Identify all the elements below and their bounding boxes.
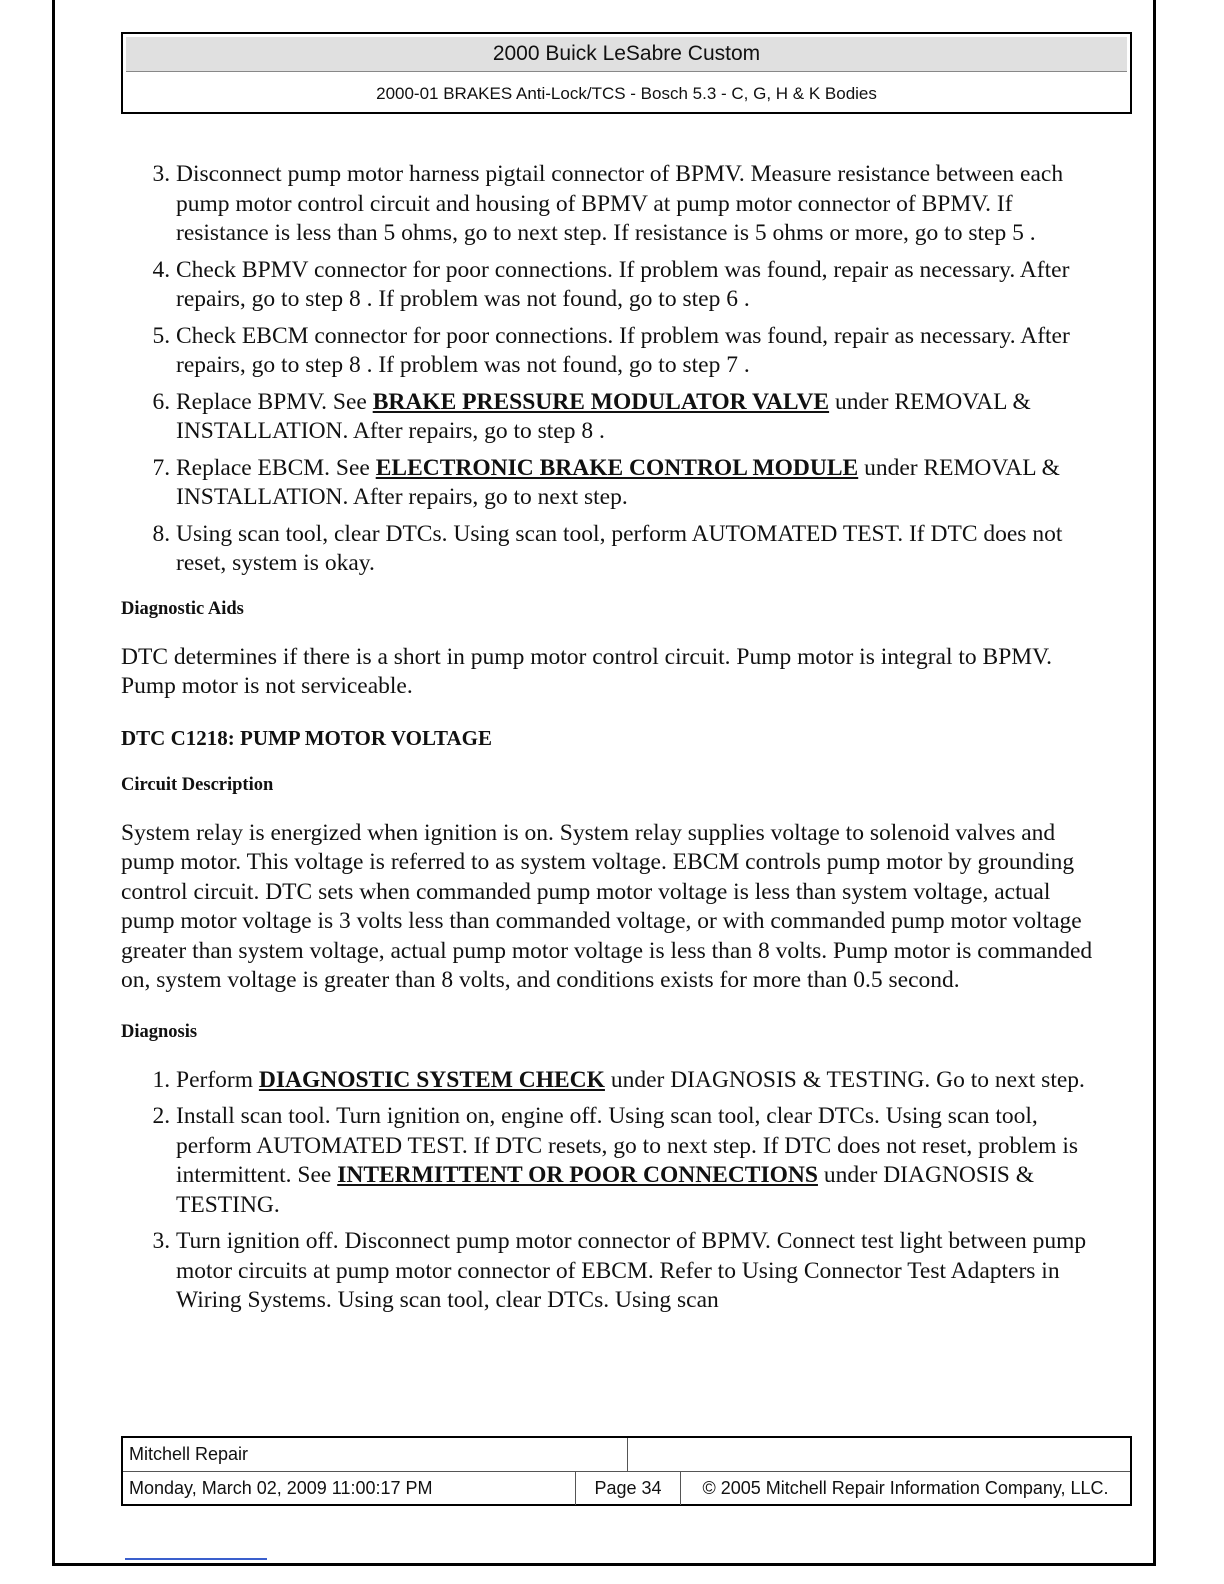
intermittent-or-poor-connections-link[interactable]: INTERMITTENT OR POOR CONNECTIONS bbox=[337, 1162, 818, 1188]
step-3: 3. Disconnect pump motor harness pigtail connector of BPMV. Measure resistance between each pump motor control circuit and housing of BPMV at pump motor connector of BPMV. If resistance is less than 5 ohms, go to next step. If resistance is 5 ohms or more, go to step 5 . bbox=[176, 160, 1101, 249]
circuit-description-text: System relay is energized when ignition is on. System relay supplies voltage to solenoid valves and pump motor. This voltage is referred to as system voltage. EBCM controls pump motor by grounding control circuit. DTC sets when commanded pump motor voltage is less than system voltage, actual pump motor voltage is 3 volts less than commanded voltage, or with commanded pump motor voltage greater than system voltage, actual pump motor voltage is less than 8 volts. Pump motor is commanded on, system voltage is greater than 8 volts, and conditions exists for more than 0.5 second. bbox=[121, 819, 1093, 993]
step-7-pre: Replace EBCM. See bbox=[176, 454, 376, 481]
circuit-description-heading: Circuit Description bbox=[121, 774, 274, 795]
document-header bbox=[121, 32, 1132, 114]
footer-link-underline bbox=[125, 1558, 267, 1560]
step-6 bbox=[176, 388, 1101, 447]
diag-step-1 bbox=[176, 1066, 1101, 1096]
diag-step-1-post: under DIAGNOSIS & TESTING. Go to next step. bbox=[604, 1066, 1085, 1093]
document-footer bbox=[121, 1436, 1132, 1506]
dtc-heading: DTC C1218: PUMP MOTOR VOLTAGE bbox=[121, 725, 492, 750]
footer-company: Mitchell Repair bbox=[123, 1438, 628, 1471]
step-7 bbox=[176, 454, 1101, 513]
step-8: 8. Using scan tool, clear DTCs. Using scan tool, perform AUTOMATED TEST. If DTC does not reset, system is okay. bbox=[176, 520, 1101, 579]
document-body bbox=[121, 160, 1101, 1323]
footer-copyright: © 2005 Mitchell Repair Information Company, LLC. bbox=[702, 1478, 1109, 1498]
footer-datetime: Monday, March 02, 2009 11:00:17 PM bbox=[123, 1472, 576, 1505]
step-5: 5. Check EBCM connector for poor connections. If problem was found, repair as necessary. After repairs, go to step 8 . If problem was not found, go to step 7 . bbox=[176, 322, 1101, 381]
diag-step-1-pre: Perform bbox=[176, 1066, 259, 1093]
footer-page-number: Page 34 bbox=[576, 1472, 681, 1505]
diag-step-3: 3. Turn ignition off. Disconnect pump motor connector of BPMV. Connect test light between pump motor circuits at pump motor connector of EBCM. Refer to Using Connector Test Adapters in Wiring Systems. Using scan tool, clear DTCs. Using scan bbox=[176, 1227, 1101, 1316]
diag-step-2 bbox=[176, 1102, 1101, 1220]
diagnostic-aids-heading: Diagnostic Aids bbox=[121, 598, 244, 619]
brake-pressure-modulator-valve-link[interactable]: BRAKE PRESSURE MODULATOR VALVE bbox=[372, 388, 830, 415]
header-title: 2000 Buick LeSabre Custom bbox=[126, 37, 1127, 72]
step-7-post: under REMOVAL & INSTALLATION. After repairs, go to next step. bbox=[176, 454, 1060, 510]
diag-step-2-pre: Install scan tool. Turn ignition on, engine off. Using scan tool, clear DTCs. Using scan tool, perform AUTOMATED TEST. If DTC resets, go to next step. If DTC does not reset, problem is intermittent. See bbox=[176, 1103, 1078, 1188]
diag-step-2-post: under DIAGNOSIS & TESTING. bbox=[176, 1162, 1035, 1218]
steps-list-top bbox=[121, 160, 1101, 579]
steps-list-diagnosis bbox=[121, 1066, 1101, 1316]
diagnosis-heading: Diagnosis bbox=[121, 1021, 198, 1042]
electronic-brake-control-module-link[interactable]: ELECTRONIC BRAKE CONTROL MODULE bbox=[375, 454, 859, 481]
diagnostic-aids-text: DTC determines if there is a short in pump motor control circuit. Pump motor is integral to BPMV. Pump motor is not serviceable. bbox=[121, 643, 1052, 699]
step-6-pre: Replace BPMV. See bbox=[176, 388, 373, 415]
diagnostic-system-check-link[interactable]: DIAGNOSTIC SYSTEM CHECK bbox=[258, 1066, 605, 1093]
step-4: 4. Check BPMV connector for poor connections. If problem was found, repair as necessary. After repairs, go to step 8 . If problem was not found, go to step 6 . bbox=[176, 256, 1101, 315]
step-6-post: under REMOVAL & INSTALLATION. After repairs, go to step 8 . bbox=[176, 388, 1031, 444]
header-subtitle: 2000-01 BRAKES Anti-Lock/TCS - Bosch 5.3 - C, G, H & K Bodies bbox=[376, 84, 877, 103]
